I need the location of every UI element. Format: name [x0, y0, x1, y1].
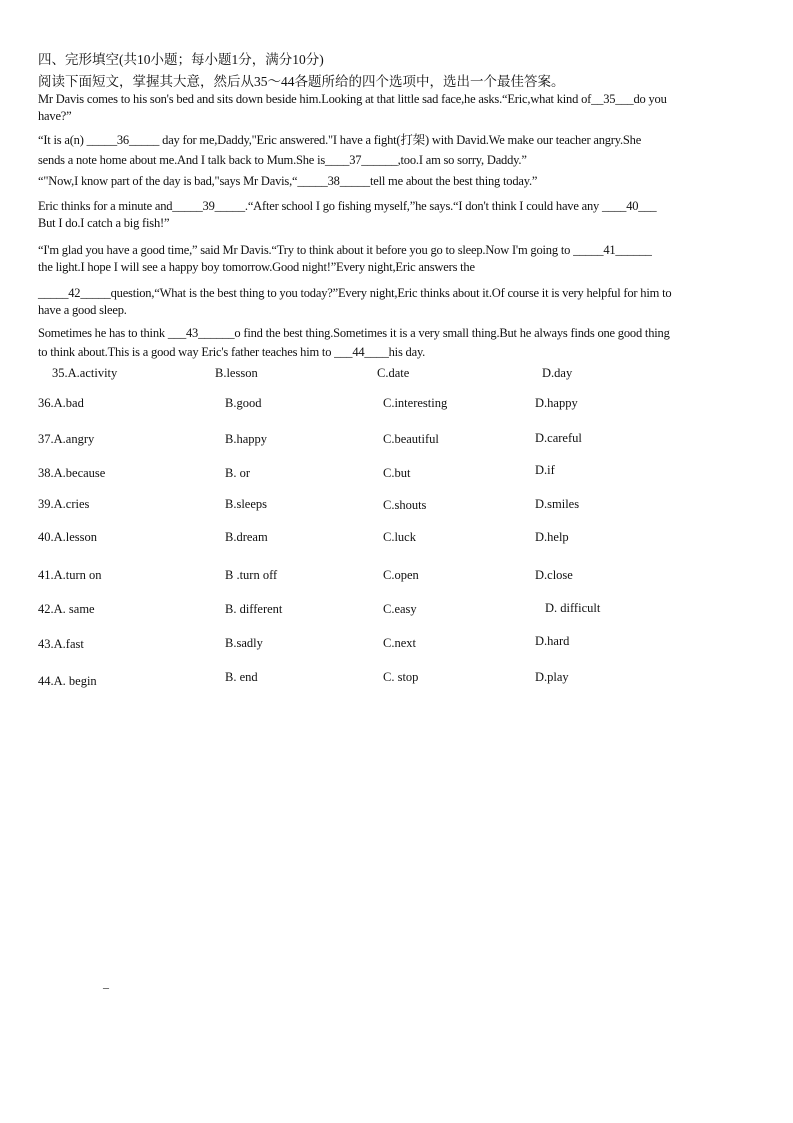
option-38-a: 38.A.because	[38, 466, 106, 480]
option-42-a: 42.A. same	[38, 602, 95, 616]
option-40-b: B.dream	[225, 530, 268, 544]
option-39-b: B.sleeps	[225, 497, 268, 511]
passage-paragraph	[38, 132, 783, 169]
option-37-b: B.happy	[225, 432, 268, 446]
option-43-a: 43.A.fast	[38, 637, 84, 651]
option-36-c: C.interesting	[383, 396, 448, 410]
passage-line: _____42_____question,“What is the best thing to you today?”Every night,Eric thinks about it.Of course it is very helpful for him to	[38, 286, 672, 300]
option-44-d: D.play	[535, 670, 569, 684]
passage-line: to think about.This is a good way Eric's father teaches him to ___44____his day.	[38, 345, 426, 359]
passage-paragraph	[38, 198, 783, 232]
option-43-c: C.next	[383, 636, 416, 650]
option-37-d: D.careful	[535, 431, 582, 445]
passage-paragraph	[38, 91, 783, 125]
option-36-d: D.happy	[535, 396, 578, 410]
option-36-b: B.good	[225, 396, 262, 410]
option-44-c: C. stop	[383, 670, 419, 684]
passage-line: Mr Davis comes to his son's bed and sits down beside him.Looking at that little sad face,he asks.“Eric,what kind of__35___do you	[38, 92, 667, 106]
option-35-b: B.lesson	[215, 366, 258, 380]
option-38-c: C.but	[383, 466, 411, 480]
option-35-d: D.day	[542, 366, 573, 380]
option-38-d: D.if	[535, 463, 555, 477]
passage-line: “I'm glad you have a good time,” said Mr Davis.“Try to think about it before you go to sleep.Now I'm going to _____41______	[38, 243, 652, 257]
option-43-d: D.hard	[535, 634, 570, 648]
passage-line: “"Now,I know part of the day is bad,"says Mr Davis,“_____38_____tell me about the best thing today.”	[38, 174, 538, 188]
option-39-c: C.shouts	[383, 498, 427, 512]
option-38-b: B. or	[225, 466, 250, 480]
passage-line: “It is a(n) _____36_____ day for me,Daddy,"Eric answered."I have a fight(打架) with David.We make our teacher angry.She	[38, 133, 642, 147]
passage-line: Eric thinks for a minute and_____39_____.“After school I go fishing myself,”he says.“I don't think I could have any ____40___	[38, 199, 657, 213]
option-40-a: 40.A.lesson	[38, 530, 98, 544]
option-39-a: 39.A.cries	[38, 497, 90, 511]
option-44-b: B. end	[225, 670, 258, 684]
passage-line: Sometimes he has to think ___43______o find the best thing.Sometimes it is a very small thing.But he always finds one good thing	[38, 326, 670, 340]
passage-line: But I do.I catch a big fish!”	[38, 216, 170, 230]
option-39-d: D.smiles	[535, 497, 580, 511]
passage-line: sends a note home about me.And I talk back to Mum.She is____37______,too.I am so sorry, Daddy.”	[38, 153, 527, 167]
passage-paragraph	[38, 242, 783, 276]
option-40-d: D.help	[535, 530, 569, 544]
passage-line: have?”	[38, 109, 72, 123]
option-40-c: C.luck	[383, 530, 416, 544]
option-42-c: C.easy	[383, 602, 417, 616]
option-43-b: B.sadly	[225, 636, 263, 650]
option-36-a: 36.A.bad	[38, 396, 84, 410]
option-37-a: 37.A.angry	[38, 432, 95, 446]
option-35-a: 35.A.activity	[52, 366, 118, 380]
option-41-c: C.open	[383, 568, 419, 582]
option-41-d: D.close	[535, 568, 573, 582]
option-41-b: B .turn off	[225, 568, 278, 582]
option-35-c: C.date	[377, 366, 410, 380]
passage-line: have a good sleep.	[38, 303, 127, 317]
section-instruction: 阅读下面短文，掌握其大意，然后从35～44各题所给的四个选项中，选出一个最佳答案。	[38, 74, 565, 89]
option-41-a: 41.A.turn on	[38, 568, 102, 582]
option-42-d: D. difficult	[545, 601, 601, 615]
footer-mark: –	[103, 980, 109, 994]
passage-paragraph	[38, 285, 783, 319]
passage-line: the light.I hope I will see a happy boy tomorrow.Good night!”Every night,Eric answers the	[38, 260, 475, 274]
section-heading: 四、完形填空(共10小题；每小题1分，满分10分)	[38, 52, 324, 67]
option-44-a: 44.A. begin	[38, 674, 97, 688]
passage-paragraph	[38, 325, 783, 361]
passage-paragraph	[38, 173, 783, 190]
option-42-b: B. different	[225, 602, 283, 616]
option-37-c: C.beautiful	[383, 432, 439, 446]
